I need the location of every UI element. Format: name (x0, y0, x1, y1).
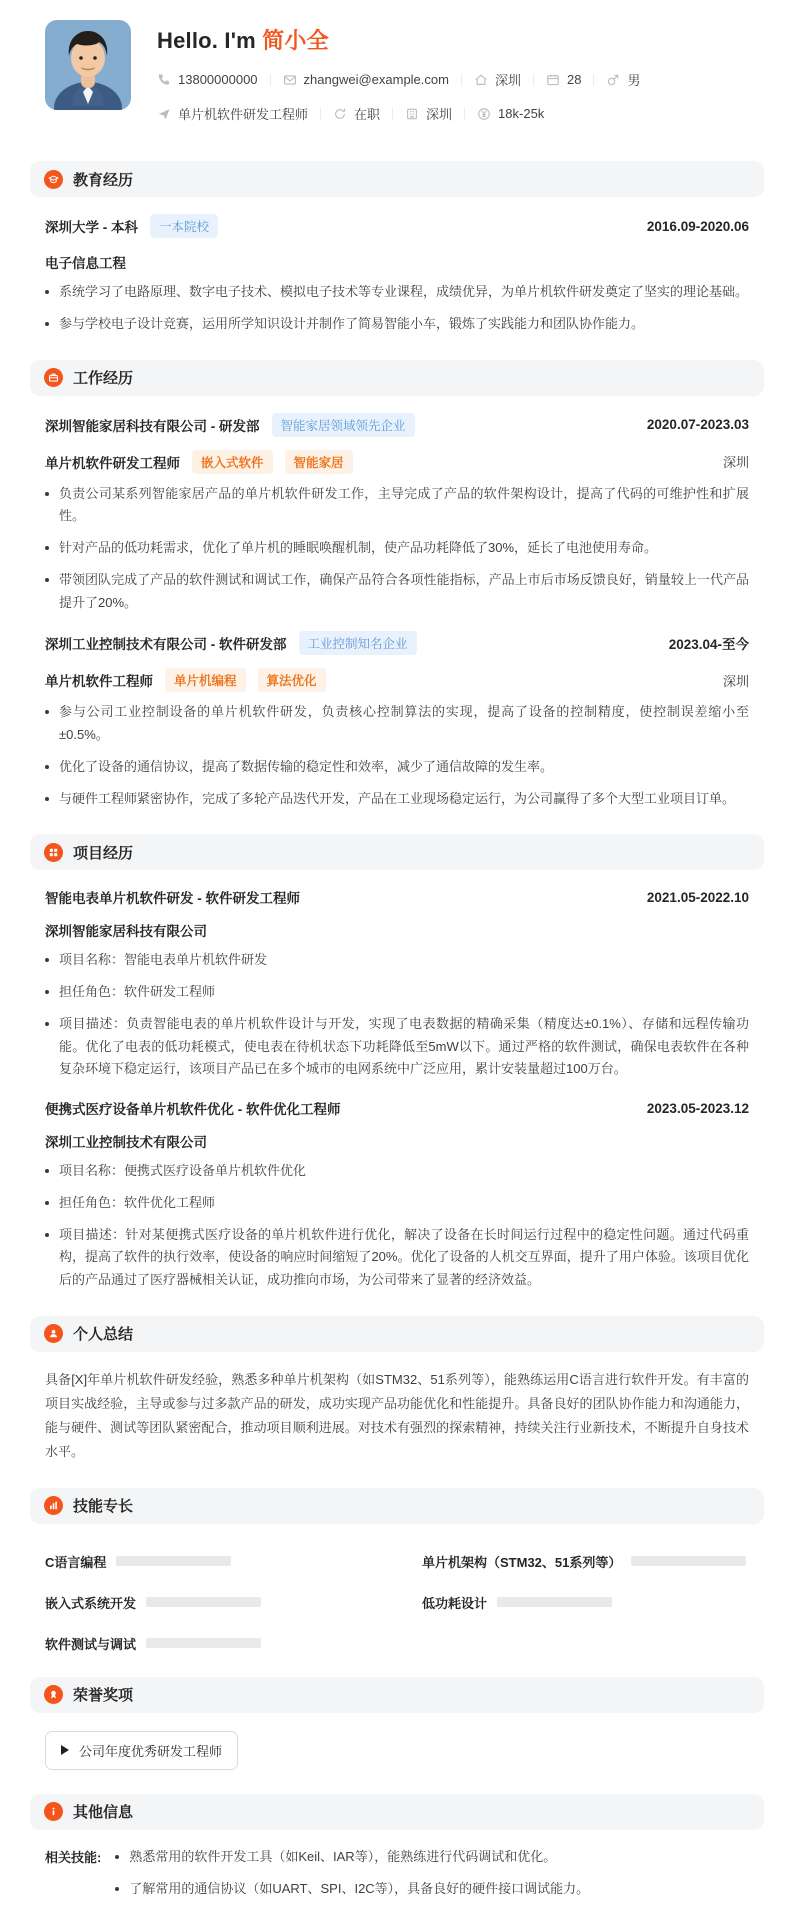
job-bullets (45, 701, 749, 810)
email-address: zhangwei@example.com (303, 72, 449, 87)
list-item (45, 1192, 749, 1215)
age-icon (546, 73, 560, 87)
list-item (45, 569, 749, 615)
job-tag: 智能家居 (285, 450, 353, 474)
school-badge: 一本院校 (150, 214, 218, 238)
company-badge: 智能家居领域领先企业 (272, 413, 415, 437)
skill-label: 软件测试与调试 (45, 1636, 137, 1652)
project-date: 2023.05-2023.12 (646, 1100, 749, 1116)
project-date: 2021.05-2022.10 (646, 889, 749, 905)
email-item (283, 72, 449, 87)
status-icon (333, 107, 347, 121)
section-header-work (30, 360, 764, 396)
header-main (157, 20, 749, 123)
job-entry (45, 631, 749, 810)
section-header-skills (30, 1488, 764, 1524)
job-tag: 算法优化 (258, 668, 326, 692)
section-title-work: 工作经历 (73, 370, 134, 387)
bullet-text: 熟悉常用的软件开发工具（如Keil、IAR等），能熟练进行代码调试和优化。 (129, 1848, 557, 1864)
job-tag: 单片机编程 (165, 668, 246, 692)
age-item (546, 72, 581, 87)
skill-bar (146, 1638, 261, 1648)
bullet-text: 负责公司某系列智能家居产品的单片机软件研发工作，主导完成了产品的软件架构设计，提高了代码的可维护性和扩展性。 (59, 485, 749, 524)
bullet-text: 针对产品的低功耗需求，优化了单片机的睡眠唤醒机制，使产品功耗降低了30%，延长了电池使用寿命。 (59, 540, 658, 555)
bullet-text: 项目名称：便携式医疗设备单片机软件优化 (59, 1163, 307, 1178)
gender-item (606, 70, 640, 89)
bullet-dot (45, 546, 49, 550)
contact-row-2 (157, 104, 749, 123)
skill-bar (497, 1597, 612, 1607)
list-item (45, 1160, 749, 1183)
bullet-text: 参与学校电子设计竞赛，运用所学知识设计并制作了简易智能小车，锻炼了实践能力和团队协作能力。 (59, 315, 645, 331)
skill-item (45, 1593, 372, 1612)
bullet-dot (45, 492, 49, 496)
summary-text: 具备[X]年单片机软件研发经验，熟悉多种单片机架构（如STM32、51系列等），能熟练运用C语言进行软件开发。有丰富的项目实战经验，主导或参与过多款产品的研发，成功实现产品功能优化和性能提升。具备良好的团队协作能力和沟通能力，能与硬件、测试等团队紧密配合，推动项目顺利进展。对技术有强烈的探索精神，持续关注行业新技术，不断提升自身技术水平。 (45, 1371, 749, 1459)
list-item (45, 981, 749, 1004)
section-title-summary: 个人总结 (73, 1326, 134, 1344)
related-skills-row (45, 1846, 749, 1901)
resume-header (30, 14, 764, 137)
project-title: 便携式医疗设备单片机软件优化 - 软件优化工程师 (45, 1102, 341, 1117)
bullet-dot (45, 797, 49, 801)
city-icon (405, 107, 419, 121)
list-item (45, 949, 749, 972)
section-skills (30, 1488, 764, 1653)
bar-chart-icon (44, 1496, 63, 1515)
education-bullets (45, 281, 749, 336)
divider (270, 74, 271, 86)
bullet-text: 项目名称：智能电表单片机软件研发 (59, 952, 268, 968)
gender-icon (606, 73, 620, 87)
bullet-text: 项目描述：负责智能电表的单片机软件设计与开发，实现了电表数据的精确采集（精度达±0.1%）、存储和远程传输功能。优化了电表的低功耗模式，使电表在待机状态下功耗降低至5mW以下。通过严格的软件测试，确保电表软件在各种复杂环境下稳定运行，该项目产品已在多个城市的电网系统中广泛应用，累计安装量超过100万台。 (59, 1015, 749, 1077)
position-item (157, 104, 308, 123)
project-entry (45, 1098, 749, 1292)
skill-label: C语言编程 (45, 1554, 107, 1570)
contact-row-1 (157, 70, 749, 89)
job-status-item (333, 104, 380, 123)
project-bullets (45, 949, 749, 1081)
list-item (115, 1846, 749, 1869)
skills-grid (45, 1530, 749, 1653)
skill-item (45, 1552, 372, 1571)
phone-number: 13800000000 (178, 72, 258, 87)
project-title: 智能电表单片机软件研发 - 软件研发工程师 (45, 891, 300, 907)
divider (320, 108, 321, 120)
section-education (30, 161, 764, 336)
bullet-dot (45, 322, 49, 326)
section-title-projects: 项目经历 (73, 844, 134, 862)
divider (593, 74, 594, 86)
medal-icon (44, 1685, 63, 1704)
section-title-other: 其他信息 (73, 1804, 134, 1822)
bullet-text: 系统学习了电路原理、数字电子技术、模拟电子技术等专业课程，成绩优异，为单片机软件研发奠定了坚实的理论基础。 (59, 284, 749, 299)
list-item (45, 281, 749, 304)
skill-bar (116, 1556, 231, 1566)
bullet-text: 了解常用的通信协议（如UART、SPI、I2C等），具备良好的硬件接口调试能力。 (129, 1880, 590, 1896)
bullet-dot (45, 290, 49, 294)
bullet-dot (45, 710, 49, 714)
bullet-dot (115, 1887, 119, 1891)
skill-item (422, 1552, 749, 1571)
bullet-dot (45, 1201, 49, 1205)
bullet-text: 与硬件工程师紧密协作，完成了多轮产品迭代开发，产品在工业现场稳定运行，为公司赢得了多个大型工业项目订单。 (59, 790, 736, 806)
bullet-text: 项目描述：针对某便携式医疗设备的单片机软件进行优化，解决了设备在长时间运行过程中的稳定性问题。通过代码重构，提高了软件的执行效率，使设备的响应时间缩短了20%。优化了设备的人机交互界面，提升了用户体验。该项目优化后的产品通过了医疗器械相关认证，成功推向市场，为公司带来了显著的经济效益。 (59, 1226, 749, 1287)
skill-label: 低功耗设计 (422, 1595, 488, 1611)
bullet-text: 担任角色：软件优化工程师 (59, 1194, 216, 1210)
section-header-other (30, 1794, 764, 1830)
greeting-text: Hello. I'm (157, 28, 256, 53)
job-date: 2023.04-至今 (668, 637, 749, 653)
related-skills-label: 相关技能: (45, 1849, 102, 1865)
education-date: 2016.09-2020.06 (646, 218, 749, 234)
list-item (45, 701, 749, 747)
position-text: 单片机软件研发工程师 (178, 107, 309, 122)
salary-item (477, 106, 544, 121)
section-header-summary (30, 1316, 764, 1352)
bullet-text: 带领团队完成了产品的软件测试和调试工作，确保产品符合各项性能指标，产品上市后市场反馈良好，销量较上一代产品提升了20%。 (59, 571, 749, 610)
section-header-projects (30, 834, 764, 870)
user-icon (44, 1324, 63, 1343)
related-skills-bullets (115, 1846, 749, 1901)
phone-item (157, 72, 258, 87)
home-icon (474, 73, 488, 87)
mail-icon (283, 73, 297, 87)
company-name: 深圳工业控制技术有限公司 - 软件研发部 (45, 637, 287, 653)
section-work (30, 360, 764, 811)
section-title-honors: 荣誉奖项 (73, 1687, 134, 1705)
job-bullets (45, 483, 749, 615)
skill-bar (146, 1597, 261, 1607)
bullet-dot (45, 1022, 49, 1026)
list-item (45, 483, 749, 529)
list-item (45, 1013, 749, 1081)
briefcase-icon (44, 368, 63, 387)
bullet-text: 参与公司工业控制设备的单片机软件研发，负责核心控制算法的实现，提高了设备的控制精度，使控制误差缩小至±0.5%。 (59, 704, 749, 742)
divider (464, 108, 465, 120)
project-company: 深圳智能家居科技有限公司 (45, 924, 207, 940)
play-icon (61, 1745, 69, 1755)
honor-item[interactable] (45, 1731, 238, 1770)
skill-item (45, 1634, 372, 1653)
section-title-education: 教育经历 (73, 171, 134, 189)
section-header-honors (30, 1677, 764, 1713)
job-role: 单片机软件研发工程师 (45, 455, 180, 471)
bullet-text: 优化了设备的通信协议，提高了数据传输的稳定性和效率，减少了通信故障的发生率。 (59, 758, 554, 774)
bullet-dot (45, 765, 49, 769)
gender-text: 男 (627, 73, 641, 88)
bullet-dot (45, 990, 49, 994)
info-icon (44, 1802, 63, 1821)
bullet-dot (45, 958, 49, 962)
section-honors (30, 1677, 764, 1770)
divider (461, 74, 462, 86)
salary-icon (477, 107, 491, 121)
job-entry (45, 413, 749, 615)
section-other (30, 1794, 764, 1901)
section-header-education (30, 161, 764, 197)
skill-item (422, 1593, 749, 1612)
bullet-dot (115, 1855, 119, 1859)
skill-label: 单片机架构（STM32、51系列等） (422, 1554, 622, 1570)
job-role: 单片机软件工程师 (45, 674, 153, 690)
list-item (45, 788, 749, 811)
bullet-dot (45, 1169, 49, 1173)
work-city-text: 深圳 (426, 107, 453, 122)
job-tag: 嵌入式软件 (192, 450, 273, 474)
company-name: 深圳智能家居科技有限公司 - 研发部 (45, 418, 260, 434)
project-bullets (45, 1160, 749, 1292)
honor-label: 公司年度优秀研发工程师 (79, 1743, 223, 1759)
divider (392, 108, 393, 120)
location-text: 深圳 (494, 73, 521, 88)
list-item (45, 756, 749, 779)
avatar (45, 20, 131, 110)
bullet-text: 担任角色：软件研发工程师 (59, 984, 216, 999)
job-date: 2020.07-2023.03 (646, 417, 749, 432)
list-item (45, 537, 749, 560)
section-title-skills: 技能专长 (73, 1498, 134, 1516)
graduation-cap-icon (44, 170, 63, 189)
divider (533, 74, 534, 86)
skill-label: 嵌入式系统开发 (45, 1595, 137, 1611)
bullet-dot (45, 578, 49, 582)
position-icon (157, 107, 171, 121)
skill-bar (631, 1556, 746, 1566)
job-location: 深圳 (722, 455, 749, 470)
candidate-name: 简小全 (262, 28, 329, 53)
section-summary (30, 1316, 764, 1464)
bullet-dot (45, 1233, 49, 1237)
project-entry (45, 887, 749, 1081)
avatar-photo-placeholder (45, 20, 131, 110)
project-grid-icon (44, 843, 63, 862)
age-text: 28 (566, 72, 582, 87)
company-badge: 工业控制知名企业 (299, 631, 417, 655)
list-item (45, 313, 749, 336)
project-company: 深圳工业控制技术有限公司 (45, 1135, 207, 1150)
salary-text: 18k-25k (498, 106, 545, 121)
school-name: 深圳大学 - 本科 (45, 220, 138, 235)
list-item (45, 1224, 749, 1292)
major-name: 电子信息工程 (45, 256, 126, 271)
phone-icon (157, 73, 171, 87)
list-item (115, 1878, 749, 1901)
page-title (157, 24, 749, 55)
job-location: 深圳 (722, 673, 749, 689)
work-city-item (405, 104, 452, 123)
location-item (474, 70, 521, 89)
job-status-text: 在职 (354, 107, 381, 122)
section-projects (30, 834, 764, 1292)
